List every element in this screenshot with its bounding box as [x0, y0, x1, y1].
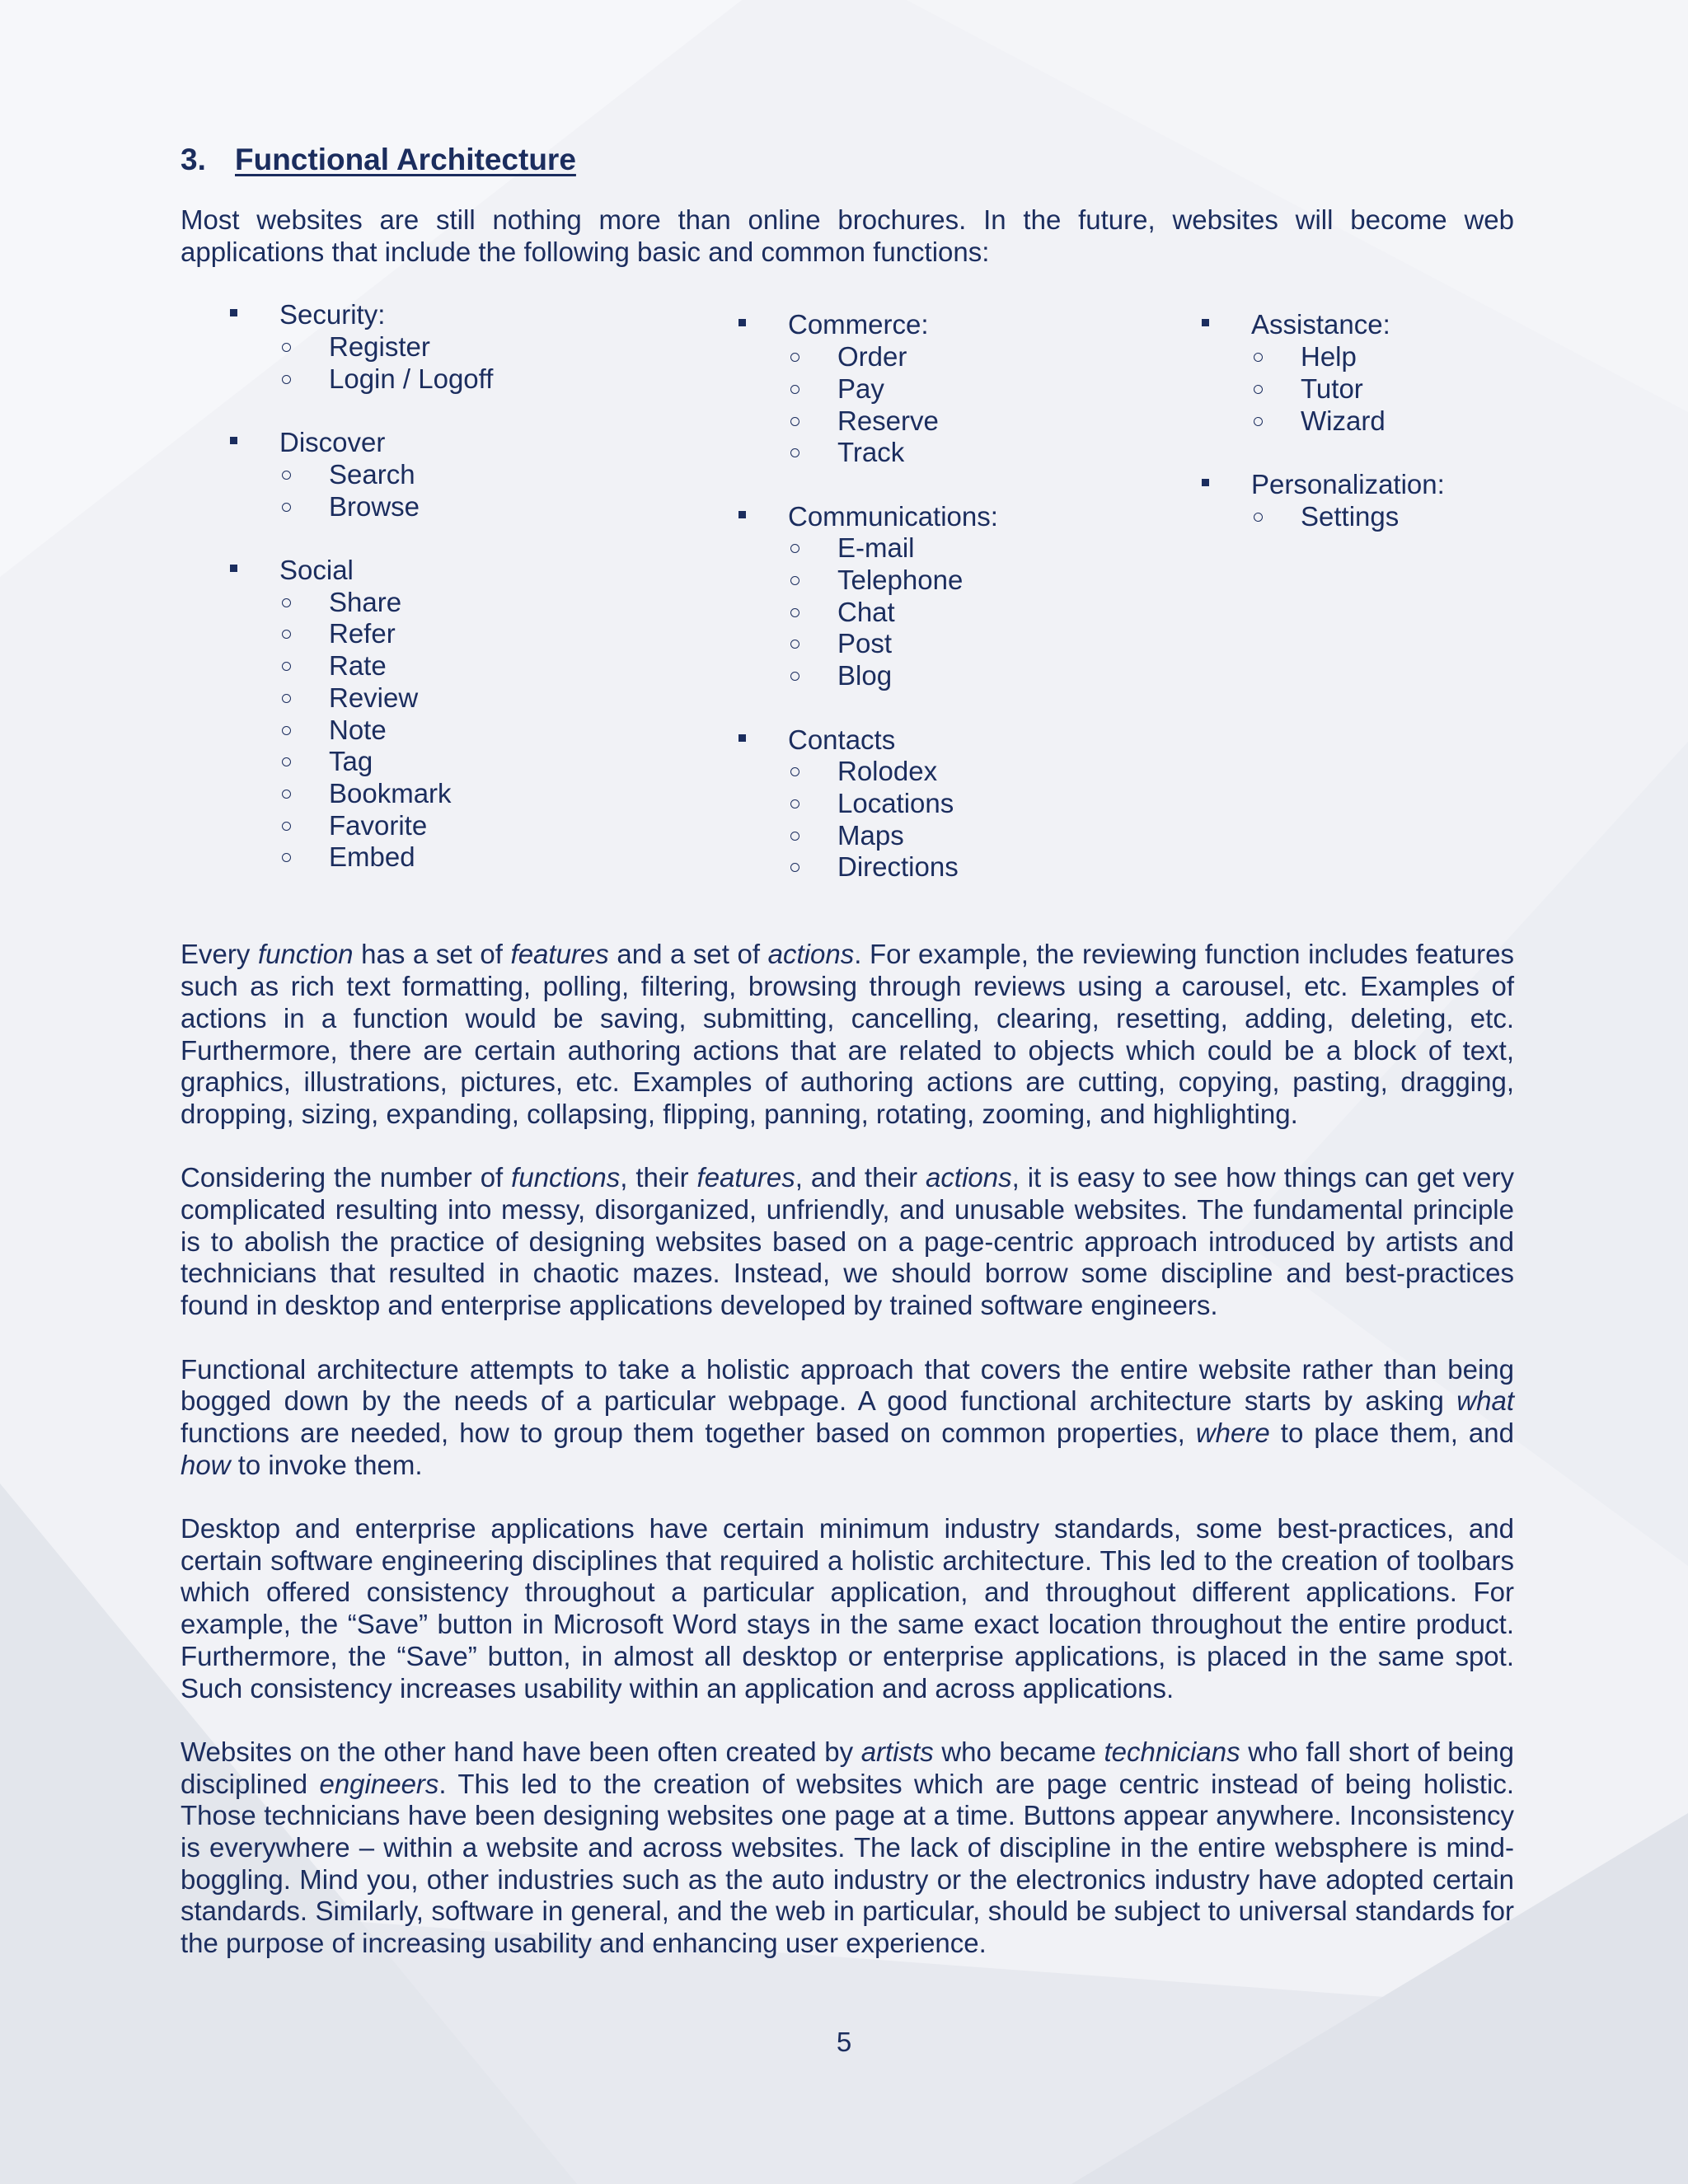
list-item: Note: [329, 715, 493, 747]
list-item: Rate: [329, 650, 493, 682]
circle-bullet-icon: [790, 640, 799, 649]
list-item: Review: [329, 682, 493, 715]
group-label: Personalization:: [1251, 468, 1445, 499]
circle-bullet-icon: [790, 832, 799, 841]
circle-bullet-icon: [790, 544, 799, 553]
group-label: Security:: [279, 299, 386, 330]
section-number: 3.: [181, 143, 206, 176]
function-group: [230, 427, 493, 523]
circle-bullet-icon: [790, 417, 799, 426]
list-item: Order: [837, 341, 998, 373]
list-item: Post: [837, 628, 998, 660]
list-item: Embed: [329, 841, 493, 874]
square-bullet-icon: [1202, 319, 1209, 326]
function-group: [1202, 309, 1445, 437]
list-item: Reserve: [837, 405, 998, 438]
paragraph-holistic-approach: Functional architecture attempts to take a holistic approach that covers the entire website rather than being bogged down by the needs of a particular webpage. A good functional architecture starts by asking what functions are needed, how to group them together based on common properties, where to place them, and how to invoke them.: [181, 1353, 1514, 1480]
intro-paragraph: Most websites are still nothing more than online brochures. In the future, websites will become web applications that include the following basic and common functions:: [181, 204, 1514, 267]
list-item: E-mail: [837, 532, 998, 565]
paragraph-functions-features: Every function has a set of features and a set of actions. For example, the reviewing function includes features such as rich text formatting, polling, filtering, browsing through reviews using a carousel, etc. Examples of actions in a function would be saving, submitting, cancelling, clearing, resetting, adding, deleting, etc. Furthermore, there are certain authoring actions that are related to objects which could be a block of text, graphics, illustrations, pictures, etc. Examples of authoring actions are cutting, copying, pasting, dragging, dropping, sizing, expanding, collapsing, flipping, panning, rotating, zooming, and highlighting.: [181, 939, 1514, 1129]
circle-bullet-icon: [282, 726, 291, 735]
circle-bullet-icon: [1254, 385, 1263, 394]
function-group: [738, 309, 998, 469]
list-item: Telephone: [837, 565, 998, 597]
list-item: Directions: [837, 851, 998, 883]
function-group: [1202, 469, 1445, 532]
list-item: Register: [329, 331, 493, 363]
list-item: Pay: [837, 373, 998, 405]
page-number: 5: [836, 2027, 852, 2057]
circle-bullet-icon: [790, 576, 799, 585]
function-group: [230, 555, 493, 874]
circle-bullet-icon: [790, 608, 799, 617]
circle-bullet-icon: [790, 353, 799, 362]
circle-bullet-icon: [790, 448, 799, 457]
list-item: Browse: [329, 491, 493, 523]
function-group: [738, 501, 998, 692]
function-group: [738, 724, 998, 884]
square-bullet-icon: [230, 565, 237, 572]
circle-bullet-icon: [282, 662, 291, 671]
square-bullet-icon: [230, 437, 237, 444]
list-item: Refer: [329, 618, 493, 650]
circle-bullet-icon: [282, 757, 291, 766]
circle-bullet-icon: [790, 385, 799, 394]
group-label: Social: [279, 555, 354, 585]
circle-bullet-icon: [282, 822, 291, 831]
group-label: Communications:: [788, 500, 998, 532]
circle-bullet-icon: [282, 375, 291, 384]
list-item: Tutor: [1301, 373, 1445, 405]
paragraph-websites-artists: Websites on the other hand have been often created by artists who became technicians who fall short of being disciplined engineers. This led to the creation of websites which are page centric instead of being holistic. Those technicians have been designing websites one page at a time. Buttons appear anywhere. Inconsistency is everywhere – within a website and across websites. The lack of discipline in the entire websphere is mind-boggling. Mind you, other industries such as the auto industry or the electronics industry have adopted certain standards. Similarly, software in general, and the web in particular, should be subject to universal standards for the purpose of increasing usability and enhancing user experience.: [181, 1736, 1514, 1959]
document-page: [181, 140, 1514, 1960]
circle-bullet-icon: [1254, 417, 1263, 426]
list-item: Tag: [329, 746, 493, 778]
group-label: Contacts: [788, 724, 896, 755]
list-item: Share: [329, 587, 493, 619]
list-item: Help: [1301, 341, 1445, 373]
list-item: Maps: [837, 820, 998, 852]
list-item: Login / Logoff: [329, 363, 493, 396]
circle-bullet-icon: [282, 471, 291, 480]
function-column-2: [738, 309, 998, 915]
group-label: Discover: [279, 427, 386, 458]
circle-bullet-icon: [282, 630, 291, 639]
circle-bullet-icon: [790, 863, 799, 872]
function-list: [181, 299, 1514, 916]
circle-bullet-icon: [282, 598, 291, 607]
section-heading: [181, 140, 1514, 180]
circle-bullet-icon: [282, 853, 291, 862]
section-title: Functional Architecture: [235, 143, 576, 176]
list-item: Favorite: [329, 810, 493, 842]
square-bullet-icon: [738, 319, 746, 326]
group-label: Commerce:: [788, 309, 929, 340]
list-item: Settings: [1301, 501, 1445, 533]
list-item: Wizard: [1301, 405, 1445, 438]
square-bullet-icon: [738, 734, 746, 742]
function-group: [230, 299, 493, 395]
circle-bullet-icon: [282, 343, 291, 352]
list-item: Track: [837, 437, 998, 469]
list-item: Chat: [837, 597, 998, 629]
paragraph-complexity: Considering the number of functions, their features, and their actions, it is easy to see how things can get very complicated resulting into messy, disorganized, unfriendly, and unusable websites. The fundamental principle is to abolish the practice of designing websites based on a page-centric approach introduced by artists and technicians that resulted in chaotic mazes. Instead, we should borrow some discipline and best-practices found in desktop and enterprise applications developed by trained software engineers.: [181, 1162, 1515, 1321]
square-bullet-icon: [1202, 479, 1209, 486]
circle-bullet-icon: [790, 799, 799, 808]
circle-bullet-icon: [282, 790, 291, 799]
circle-bullet-icon: [1254, 513, 1263, 522]
circle-bullet-icon: [790, 767, 799, 776]
list-item: Search: [329, 459, 493, 491]
circle-bullet-icon: [282, 694, 291, 703]
function-column-1: [230, 299, 493, 905]
circle-bullet-icon: [1254, 353, 1263, 362]
circle-bullet-icon: [790, 672, 799, 681]
function-column-3: [1202, 309, 1445, 565]
square-bullet-icon: [738, 511, 746, 518]
circle-bullet-icon: [282, 503, 291, 512]
list-item: Locations: [837, 788, 998, 820]
list-item: Bookmark: [329, 778, 493, 810]
square-bullet-icon: [230, 309, 237, 316]
group-label: Assistance:: [1251, 309, 1390, 340]
paragraph-desktop-standards: Desktop and enterprise applications have certain minimum industry standards, some best-practices, and certain software engineering disciplines that required a holistic architecture. This led to the creation of toolbars which offered consistency throughout a particular application, and throughout different applications. For example, the “Save” button in Microsoft Word stays in the same exact location throughout the entire product. Furthermore, the “Save” button, in almost all desktop or enterprise applications, is placed in the same spot. Such consistency increases usability within an application and across applications.: [181, 1513, 1514, 1704]
list-item: Blog: [837, 660, 998, 692]
list-item: Rolodex: [837, 756, 998, 788]
